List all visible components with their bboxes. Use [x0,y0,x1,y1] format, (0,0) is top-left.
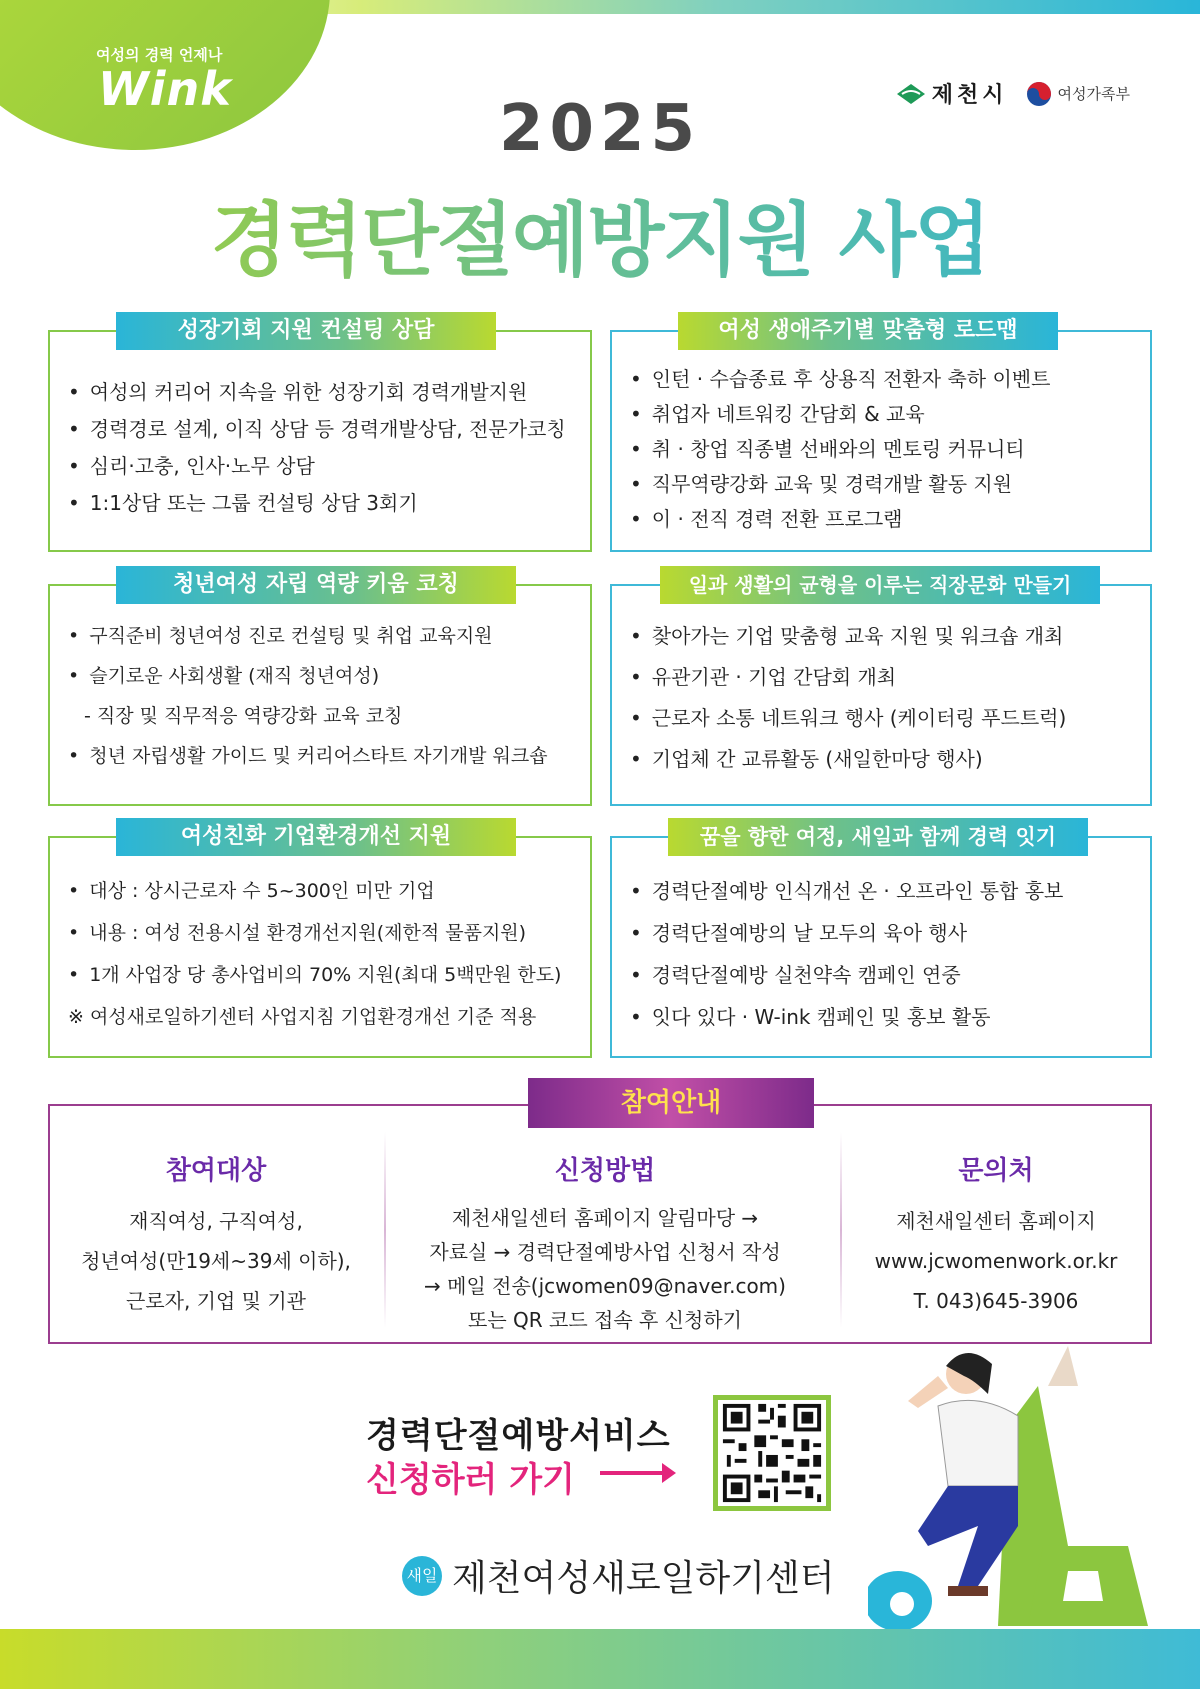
column-divider [384,1132,386,1328]
list-item: • 청년 자립생활 가이드 및 커리어스타트 자기개발 워크숍 [68,736,582,776]
section-list [630,362,1142,537]
list-item: • 잇다 있다 · W-ink 캠페인 및 홍보 활동 [630,996,1142,1038]
list-item: • 심리·고충, 인사·노무 상담 [68,448,582,485]
list-item: • 1:1상담 또는 그룹 컨설팅 상담 3회기 [68,485,582,522]
section-title: 성장기회 지원 컨설팅 상담 [116,312,496,350]
list-item: • 인턴 · 수습종료 후 상용직 전환자 축하 이벤트 [630,362,1142,397]
list-item: • 찾아가는 기업 맞춤형 교육 지원 및 워크숍 개최 [630,616,1142,657]
list-item: • 경력경로 설계, 이직 상담 등 경력개발상담, 전문가코칭 [68,411,582,448]
partner-jecheon-label: 제천시 [931,83,1008,108]
section-title: 청년여성 자립 역량 키움 코칭 [116,566,516,604]
list-item: • 내용 : 여성 전용시설 환경개선지원(제한적 물품지원) [68,912,582,954]
section-box-lifecycle-roadmap [610,318,1152,552]
participation-target [60,1150,372,1321]
participation-method-title: 신청방법 [554,1156,656,1186]
center-name-label: 제천여성새로일하기센터 [452,1558,835,1599]
section-title: 여성 생애주기별 맞춤형 로드맵 [678,312,1058,350]
list-note: ※ 여성새로일하기센터 사업지침 기업환경개선 기준 적용 [68,1006,537,1028]
cta-line-2[interactable]: 신청하러 가기 [366,1460,575,1500]
partner-ministry-label: 여성가족부 [1057,85,1130,103]
participation-panel [48,1088,1152,1344]
list-item: • 구직준비 청년여성 진로 컨설팅 및 취업 교육지원 [68,616,582,656]
list-item: - 직장 및 직무적응 역량강화 교육 코칭 [84,705,403,727]
brand-tagline: 여성의 경력 언제나 [96,46,223,64]
list-item: • 1개 사업장 당 총사업비의 70% 지원(최대 5백만원 한도) [68,954,582,996]
participation-contact-title: 문의처 [958,1156,1034,1186]
section-title: 여성친화 기업환경개선 지원 [116,818,516,856]
hero-title: 경력단절예방지원 사업 [0,176,1200,291]
list-item: • 경력단절예방의 날 모두의 육아 행사 [630,912,1142,954]
list-item: • 취 · 창업 직종별 선배와의 멘토링 커뮤니티 [630,432,1142,467]
list-item: • 기업체 간 교류활동 (새일한마당 행사) [630,739,1142,780]
qr-code-icon [718,1400,826,1506]
qr-code[interactable] [713,1395,831,1511]
section-title: 꿈을 향한 여정, 새일과 함께 경력 잇기 [668,818,1088,856]
section-title: 일과 생활의 균형을 이루는 직장문화 만들기 [660,566,1100,604]
column-divider [840,1132,842,1328]
participation-contact-line: 제천새일센터 홈페이지 [896,1209,1096,1233]
list-item: • 이 · 전직 경력 전환 프로그램 [630,502,1142,537]
participation-target-title: 참여대상 [165,1156,267,1186]
brand-logo-wink: Wink [98,62,232,116]
participation-method-line: → 메일 전송(jcwomen09@naver.com) [424,1274,786,1298]
list-item: • 경력단절예방 실천약속 캠페인 연중 [630,954,1142,996]
participation-target-line: 근로자, 기업 및 기관 [126,1289,306,1313]
participation-contact-link[interactable]: www.jcwomenwork.or.kr [874,1249,1118,1273]
section-box-work-life-balance [610,573,1152,806]
participation-method-line: 제천새일센터 홈페이지 알림마당 → [451,1206,759,1230]
participation-method [390,1150,820,1337]
list-item: • 대상 : 상시근로자 수 5~300인 미만 기업 [68,870,582,912]
section-box-career-continuity [610,825,1152,1058]
participation-tag: 참여안내 [528,1078,814,1128]
list-item: • 직무역량강화 교육 및 경력개발 활동 지원 [630,467,1142,502]
section-box-growth-consulting [48,318,592,552]
list-item: • 취업자 네트워킹 간담회 & 교육 [630,397,1142,432]
woman-illustration [868,1346,1158,1636]
cta-line-1: 경력단절예방서비스 [366,1416,671,1456]
section-list [68,616,582,776]
participation-method-line: 자료실 → 경력단절예방사업 신청서 작성 [429,1240,781,1264]
hero-year: 2025 [498,92,702,166]
section-list [630,616,1142,780]
list-item: • 슬기로운 사회생활 (재직 청년여성) [68,656,582,696]
list-item: • 근로자 소통 네트워크 행사 (케이터링 푸드트럭) [630,698,1142,739]
section-list [68,374,582,522]
list-item: • 경력단절예방 인식개선 온 · 오프라인 통합 홍보 [630,870,1142,912]
center-name [402,1550,835,1601]
participation-contact [846,1150,1146,1321]
saeil-badge-icon: 새일 [402,1556,442,1596]
section-box-youth-coaching [48,572,592,806]
section-box-family-friendly-workplace [48,824,592,1058]
section-list [68,870,582,1038]
list-item: • 여성의 커리어 지속을 위한 성장기회 경력개발지원 [68,374,582,411]
list-item: • 유관기관 · 기업 간담회 개최 [630,657,1142,698]
section-list [630,870,1142,1038]
participation-method-line: 또는 QR 코드 접속 후 신청하기 [468,1308,742,1332]
participation-target-line: 청년여성(만19세~39세 이하), [81,1249,351,1273]
participation-target-line: 재직여성, 구직여성, [129,1209,303,1233]
participation-contact-phone: T. 043)645-3906 [913,1289,1079,1313]
arrow-right-icon [600,1471,670,1475]
bottom-gradient-band [0,1629,1200,1689]
